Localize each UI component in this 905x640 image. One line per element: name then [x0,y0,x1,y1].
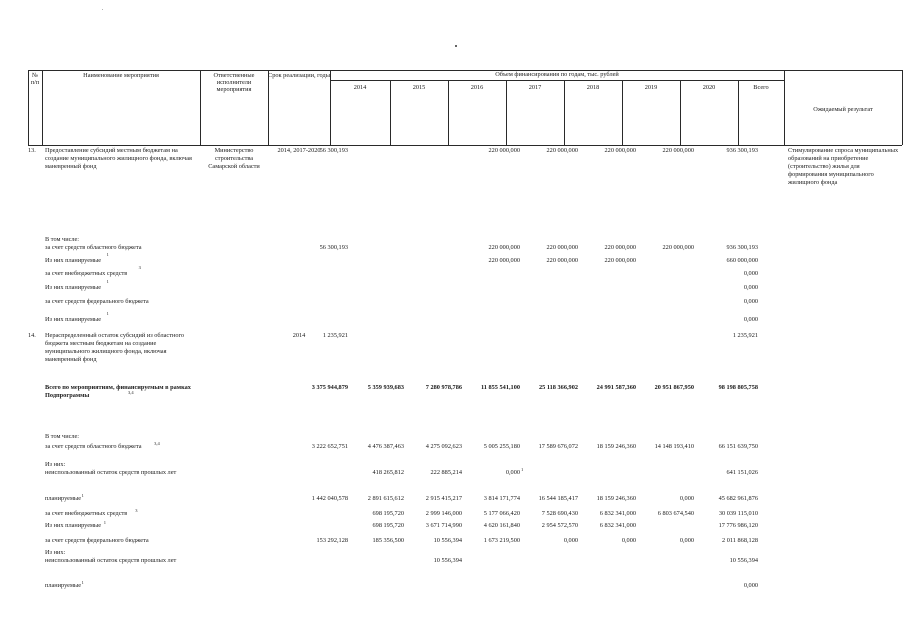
value-cell: 1 235,921 [322,332,348,339]
row-label: планируемые [45,495,81,502]
row-label: планируемые [45,582,81,589]
value-cell: 698 195,720 [372,510,404,517]
value-cell: 220 000,000 [662,147,694,154]
value-cell: 2 954 572,570 [541,522,578,529]
value-cell: 7 528 690,430 [541,510,578,517]
value-cell: 4 275 092,623 [425,443,462,450]
value-cell: 1 442 040,578 [311,495,348,502]
item-result: Стимулирование спроса муниципальных образований на приобретение (строительство) жилья для формирования муниципального жилищного фонда [788,147,899,186]
value-cell: 0,000 [743,298,758,305]
year-header-6: 2020 [702,84,716,91]
value-cell: 3 671 714,990 [425,522,462,529]
value-cell: 2 999 146,000 [425,510,462,517]
header-no: № п/п [30,72,40,86]
value-cell: 220 000,000 [488,147,520,154]
value-cell: 98 198 805,758 [718,384,758,391]
value-cell: 4 476 387,463 [367,443,404,450]
header-result: Ожидаемый результат [813,106,873,113]
value-cell: 220 000,000 [546,244,578,251]
value-cell: 698 195,720 [372,522,404,529]
value-cell: 3 814 171,774 [483,495,520,502]
value-cell: 220 000,000 [604,147,636,154]
value-cell: 17 776 986,120 [718,522,758,529]
value-cell: 10 556,394 [729,557,758,564]
year-header-2: 2016 [470,84,484,91]
finance-subheader-border [330,80,784,81]
value-cell: 5 005 255,180 [483,443,520,450]
row-label: Из них планируемые [45,284,102,291]
value-cell: 0,000 [679,537,694,544]
row-label: за счет средств федерального бюджета [45,537,149,544]
value-cell: 0,000 [505,469,520,476]
row-label: Из них планируемые [45,257,102,264]
value-cell: 56 300,193 [319,147,348,154]
value-cell: 7 280 978,786 [425,384,462,391]
value-cell: 2 011 868,128 [722,537,758,544]
row-label: неиспользованный остаток средств прошлых лет [45,557,177,564]
value-cell: 0,000 [563,537,578,544]
year-header-1: 2015 [412,84,426,91]
value-cell: 220 000,000 [488,244,520,251]
header-column-border [268,70,269,145]
value-cell: 18 159 246,360 [596,443,636,450]
total-label: Всего по мероприятиям, финансируемым в рамках Подпрограммы [45,384,191,399]
item-name: Нераспределенный остаток субсидий из областного бюджета местным бюджетам на создание муниципального жилищного фонда, включая маневренный фонд [45,332,185,363]
row-label: Из них планируемые [45,522,102,529]
year-header-4: 2018 [586,84,600,91]
value-cell: 10 556,394 [433,537,462,544]
value-cell: 222 885,214 [430,469,462,476]
value-cell: 153 292,128 [316,537,348,544]
footnote-mark: 1 [81,493,84,498]
year-header-3: 2017 [528,84,542,91]
footnote-mark: 1 [103,520,106,525]
value-cell: 660 000,000 [726,257,758,264]
item-executor: Министерство строительства Самарской области [208,147,260,170]
value-cell: 24 991 587,360 [596,384,636,391]
header-executors: Ответственные исполнители мероприятия [213,72,255,93]
row-label: за счет средств областного бюджета [45,244,142,251]
value-cell: 2 891 615,612 [367,495,404,502]
value-cell: 66 151 639,750 [718,443,758,450]
value-cell: 0,000 [743,582,758,589]
row-label: Из них планируемые [45,316,102,323]
value-cell: 18 159 246,360 [596,495,636,502]
value-cell: 5 177 066,420 [483,510,520,517]
header-bottom-border [28,145,902,146]
footnote-mark: 1 [521,467,524,472]
value-cell: 0,000 [621,537,636,544]
footnote-mark: 1 [81,580,84,585]
row-label: за счет средств областного бюджета [45,443,142,450]
scan-speck [455,45,457,47]
row-label: Из них: [45,549,66,556]
header-column-border [330,70,331,145]
document-page: № п/п Наименование мероприятия Ответственные исполнители мероприятия Срок реализации, годы Объем финансирования по годам, тыс. рублей 2014 2015 2016 2017 2018 2019 2020 Всего Ожидаемый результат 13. Предоставление субсидий местным бюджетам на создание муниципального жилищного фонда, включая маневренный фонд Министерство строительства Самарской области 2014, 2017-2020 56 300,193 220 000,000 220 000,000 220 000,000 220 000,000 936 300,193 Стимулирование спроса муниципальных образований на приобретение (строительство) жилья для формирования муниципального жилищного фонда В том числе: за счет средств областного бюджета 56 300,193 220 000,000 220 000,000 220 000,000 220 000,000 936 300,193 Из них планируемые 1 220 000,000 220 000,000 220 000,000 660 000,000 за счет внебюджетных средств 3 0,000 Из них планируемые 1 0,000 за счет средств федерального бюджета 0,000 Из них планируемые 1 0,000 14. Нераспределенный остаток субсидий из областного бюджета местным бюджетам на создание муниципального жилищного фонда, включая маневренный фонд 2014 1 235,921 1 235,921 Всего по мероприятиям, финансируемым в рамках Подпрограммы 3,4 3 375 944,879 5 359 939,683 7 280 978,786 11 855 541,100 25 118 366,902 24 991 587,360 20 951 867,950 98 198 805,758 В том числе: за счет средств областного бюджета 3,4 3 222 652,751 4 476 387,463 4 275 092,623 5 005 255,180 17 589 676,072 18 159 246,360 14 148 193,410 66 151 639,750 Из них: неиспользованный остаток средств прошлых лет 418 265,812 222 885,214 0,000 641 151,026 1 планируемые 1 1 442 040,578 2 891 615,612 2 915 415,217 3 814 171,774 16 544 185,417 18 159 246,360 0,000 45 682 961,876 за счет внебюджетных средств 3 698 195,720 2 999 146,000 5 177 066,420 7 528 690,430 6 832 341,000 6 803 674,540 30 039 115,010 Из них планируемые 1 698 195,720 3 671 714,990 4 620 161,840 2 954 572,570 6 832 341,000 17 776 986,120 за счет средств федерального бюджета 153 292,128 185 356,500 10 556,394 1 673 219,500 0,000 0,000 0,000 2 011 868,128 Из них: неиспользованный остаток средств прошлых лет 10 556,394 10 556,394 планируемые 1 0,000 [0,0,905,640]
year-header-5: 2019 [644,84,658,91]
value-cell: 185 356,500 [372,537,404,544]
value-cell: 936 300,193 [726,244,758,251]
value-cell: 17 589 676,072 [538,443,578,450]
value-cell: 2 915 415,217 [425,495,462,502]
scan-speck [102,9,103,10]
value-cell: 220 000,000 [604,244,636,251]
value-cell: 14 148 193,410 [654,443,694,450]
item-name: Предоставление субсидий местным бюджетам на создание муниципального жилищного фонда, включая маневренный фонд [45,147,192,170]
footnote-mark: 3,4 [128,390,134,395]
value-cell: 3 222 652,751 [311,443,348,450]
year-header-0: 2014 [353,84,367,91]
value-cell: 641 151,026 [726,469,758,476]
header-column-border [42,70,43,145]
value-cell: 6 832 341,000 [599,522,636,529]
item-number: 14. [28,332,36,339]
header-column-border [902,70,903,145]
value-cell: 5 359 939,683 [367,384,404,391]
value-cell: 20 951 867,950 [654,384,694,391]
value-cell: 220 000,000 [546,147,578,154]
value-cell: 220 000,000 [604,257,636,264]
value-cell: 6 832 341,000 [599,510,636,517]
value-cell: 220 000,000 [662,244,694,251]
value-cell: 4 620 161,840 [483,522,520,529]
row-label: за счет внебюджетных средств [45,270,128,277]
header-finance: Объем финансирования по годам, тыс. рублей [495,71,619,78]
row-label: В том числе: [45,433,80,440]
item-period: 2014 [292,332,306,339]
value-cell: 16 544 185,417 [538,495,578,502]
value-cell: 418 265,812 [372,469,404,476]
value-cell: 220 000,000 [488,257,520,264]
header-period: Срок реализации, годы [268,72,330,79]
item-number: 13. [28,147,36,154]
footnote-mark: 3,4 [154,441,160,446]
value-cell: 45 682 961,876 [718,495,758,502]
value-cell: 0,000 [679,495,694,502]
value-cell: 6 803 674,540 [657,510,694,517]
row-label: за счет внебюджетных средств [45,510,128,517]
value-cell: 56 300,193 [319,244,348,251]
year-header-7: Всего [753,84,769,91]
value-cell: 0,000 [743,284,758,291]
row-label: за счет средств федерального бюджета [45,298,149,305]
value-cell: 1 673 219,500 [483,537,520,544]
row-label: Из них: [45,461,66,468]
item-period: 2014, 2017-2020 [277,147,321,154]
value-cell: 3 375 944,879 [311,384,348,391]
value-cell: 10 556,394 [433,557,462,564]
footnote-mark: 3 [135,508,138,513]
value-cell: 11 855 541,100 [480,384,520,391]
value-cell: 220 000,000 [546,257,578,264]
value-cell: 30 039 115,010 [718,510,758,517]
value-cell: 1 235,921 [732,332,758,339]
row-label: неиспользованный остаток средств прошлых лет [45,469,177,476]
value-cell: 25 118 366,902 [538,384,578,391]
header-name: Наименование мероприятия [83,72,159,79]
value-cell: 0,000 [743,270,758,277]
row-label: В том числе: [45,236,80,243]
value-cell: 0,000 [743,316,758,323]
value-cell: 936 300,193 [726,147,758,154]
